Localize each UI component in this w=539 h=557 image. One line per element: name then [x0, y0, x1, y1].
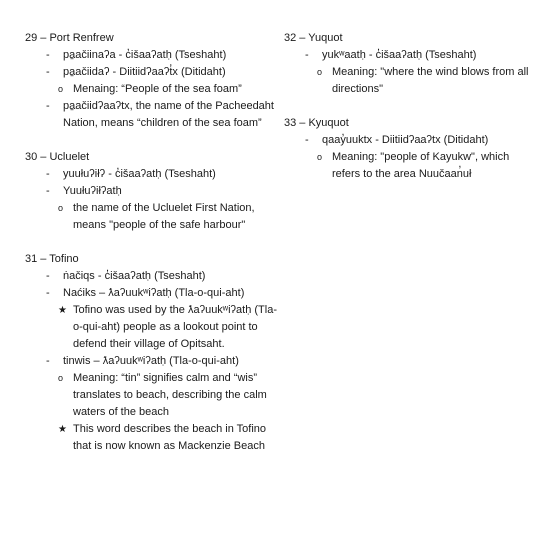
- dash-bullet: -: [46, 66, 50, 78]
- entry-ucluelet: [25, 149, 280, 234]
- entry-title: 33 – Kyuquot: [284, 117, 349, 129]
- entry-title: 30 – Ucluelet: [25, 151, 90, 163]
- dash-bullet: -: [46, 355, 50, 367]
- list-item: [25, 64, 280, 81]
- entry-title: 31 – Tofino: [25, 253, 79, 265]
- item-text: pa̱ačiidʔaaʔtx, the name of the Pacheedaht Nation, means “children of the sea foam”: [63, 100, 274, 129]
- dash-bullet: -: [46, 100, 50, 112]
- entry-title: 29 – Port Renfrew: [25, 32, 114, 44]
- list-item: [25, 166, 280, 183]
- list-item: [25, 200, 280, 234]
- item-text: the name of the Ucluelet First Nation, means "people of the safe harbour": [73, 202, 255, 231]
- item-text: qaay̓uuktx - Diitiidʔaaʔtx (Ditidaht): [322, 134, 489, 146]
- list-item: [25, 421, 280, 455]
- list-item: [25, 370, 280, 421]
- list-item: [25, 47, 280, 64]
- list-item: [284, 149, 534, 183]
- item-text: pa̱ačiidaʔ - Diitiidʔaaʔt̓x (Ditidaht): [63, 66, 226, 78]
- entry-title: 32 – Yuquot: [284, 32, 343, 44]
- dash-bullet: -: [305, 134, 309, 146]
- item-text: This word describes the beach in Tofino that is now known as Mackenzie Beach: [73, 423, 267, 452]
- list-item: [25, 268, 280, 285]
- entry-yuquot: [284, 30, 534, 98]
- list-item: [25, 285, 280, 302]
- list-item: [25, 302, 280, 353]
- item-text: Meaning: "people of Kayukw", which refers to the area Nuučaan̓uł: [332, 151, 510, 180]
- dash-bullet: -: [46, 168, 50, 180]
- circle-bullet: o: [317, 67, 323, 77]
- circle-bullet: o: [58, 84, 64, 94]
- dash-bullet: -: [46, 49, 50, 61]
- star-bullet: ★: [58, 305, 67, 316]
- list-item: [25, 98, 280, 132]
- dash-bullet: -: [46, 270, 50, 282]
- left-column: [25, 30, 280, 472]
- item-text: Meaning: “tin” signifies calm and “wis” translates to beach, describing the calm waters of the beach: [73, 372, 267, 418]
- right-column: [284, 30, 534, 200]
- item-text: Naćiks – ƛaʔuukʷiʔatḥ (Tla-o-qui-aht): [63, 287, 245, 299]
- list-item: [25, 81, 280, 98]
- circle-bullet: o: [58, 373, 64, 383]
- circle-bullet: o: [317, 152, 323, 162]
- list-item: [284, 132, 534, 149]
- list-item: [25, 353, 280, 370]
- star-bullet: ★: [58, 424, 67, 435]
- item-text: yukʷaatḥ - c̓išaaʔatḥ (Tseshaht): [322, 49, 477, 61]
- item-text: Meaning: "where the wind blows from all directions": [332, 66, 529, 95]
- entry-port-renfrew: [25, 30, 280, 132]
- entry-tofino: [25, 251, 280, 455]
- item-text: ṅačiqs - c̓išaaʔatḥ (Tseshaht): [63, 270, 206, 282]
- item-text: Yuułuʔiłʔatḥ: [63, 185, 122, 197]
- list-item: [284, 64, 534, 98]
- list-item: [25, 183, 280, 200]
- item-text: yuułuʔiłʔ - c̓išaaʔatḥ (Tseshaht): [63, 168, 216, 180]
- list-item: [284, 47, 534, 64]
- circle-bullet: o: [58, 203, 64, 213]
- entry-kyuquot: [284, 115, 534, 183]
- item-text: Tofino was used by the ƛaʔuukʷiʔatḥ (Tla-o-qui-aht) people as a lookout point to defend their village of Opitsaht.: [73, 304, 277, 350]
- item-text: pa̱ačiinaʔa - c̓išaaʔatḥ (Tseshaht): [63, 49, 227, 61]
- dash-bullet: -: [46, 185, 50, 197]
- item-text: Menaing: “People of the sea foam”: [73, 83, 242, 95]
- dash-bullet: -: [46, 287, 50, 299]
- dash-bullet: -: [305, 49, 309, 61]
- item-text: tinwis – ƛaʔuukʷiʔatḥ (Tla-o-qui-aht): [63, 355, 239, 367]
